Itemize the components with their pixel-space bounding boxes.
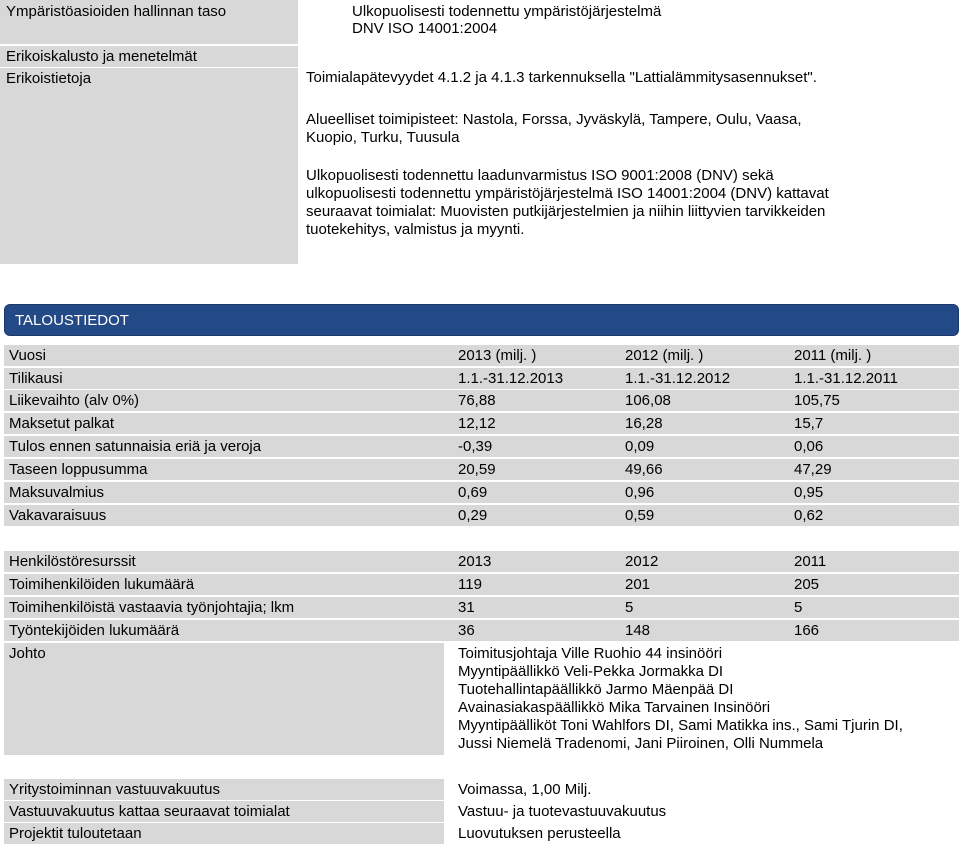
finance-row	[4, 436, 959, 457]
finance-cell: 15,7	[794, 415, 824, 432]
expertise-para-offices	[306, 111, 802, 147]
mgmt-list-item: Myyntipäällikkö Veli-Pekka Jormakka DI	[458, 663, 724, 680]
finance-cell: 0,95	[794, 484, 824, 501]
mgmt-label-cell	[4, 643, 444, 755]
finance-cell-label: Vakavaraisuus	[9, 507, 107, 524]
hr-cell: 2012	[625, 553, 659, 570]
finance-cell-label: Maksuvalmius	[9, 484, 105, 501]
finance-row	[4, 345, 959, 366]
finance-cell: 0,09	[625, 438, 655, 455]
finance-cell: 0,62	[794, 507, 824, 524]
expertise-label-1: Erikoiskalusto ja menetelmät	[6, 48, 197, 65]
expertise-label-2: Erikoistietoja	[6, 70, 92, 87]
finance-row	[4, 368, 959, 389]
finance-cell: 0,29	[458, 507, 488, 524]
finance-cell: 2011 (milj. )	[794, 347, 872, 364]
finance-row	[4, 390, 959, 411]
finance-cell: 2012 (milj. )	[625, 347, 704, 364]
mgmt-list	[458, 645, 903, 753]
finance-cell: 0,59	[625, 507, 655, 524]
hr-cell-label: Henkilöstöresurssit	[9, 553, 136, 570]
hr-cell: 2011	[794, 553, 827, 570]
finance-cell-label: Tulos ennen satunnaisia eriä ja veroja	[9, 438, 262, 455]
mgmt-list-item: Myyntipäälliköt Toni Wahlfors DI, Sami Matikka ins., Sami Tjurin DI,	[458, 717, 903, 734]
insurance-label: Yritystoiminnan vastuuvakuutus	[9, 781, 220, 798]
finance-cell-label: Tilikausi	[9, 370, 63, 387]
expertise-para-quality-line: ulkopuolisesti todennettu ympäristöjärjestelmä ISO 14001:2004 (DNV) kattavat	[306, 185, 829, 202]
hr-cell-label: Toimihenkilöiden lukumäärä	[9, 576, 195, 593]
hr-cell-label: Toimihenkilöistä vastaavia työnjohtajia; lkm	[9, 599, 295, 616]
finance-cell: 0,69	[458, 484, 488, 501]
finance-row	[4, 505, 959, 526]
finance-cell: 2013 (milj. )	[458, 347, 537, 364]
finance-cell: -0,39	[458, 438, 493, 455]
finance-cell: 0,06	[794, 438, 824, 455]
finance-cell: 0,96	[625, 484, 655, 501]
finance-row	[4, 413, 959, 434]
insurance-value: Voimassa, 1,00 Milj.	[458, 781, 592, 798]
hr-row	[4, 551, 959, 572]
mgmt-list-item: Toimitusjohtaja Ville Ruohio 44 insinööri	[458, 645, 723, 662]
finance-cell: 47,29	[794, 461, 832, 478]
expertise-para-quality-line: tuotekehitys, valmistus ja myynti.	[306, 221, 525, 238]
hr-cell: 31	[458, 599, 475, 616]
finance-cell: 1.1.-31.12.2013	[458, 370, 564, 387]
section-header-title: TALOUSTIEDOT	[15, 312, 129, 329]
finance-cell: 76,88	[458, 392, 496, 409]
finance-cell: 105,75	[794, 392, 840, 409]
finance-cell: 20,59	[458, 461, 496, 478]
hr-cell: 36	[458, 622, 475, 639]
insurance-value: Luovutuksen perusteella	[458, 825, 621, 842]
mgmt-list-item: Jussi Niemelä Tradenomi, Jani Piiroinen, Olli Nummela	[458, 735, 824, 752]
finance-cell-label: Taseen loppusumma	[9, 461, 148, 478]
hr-row	[4, 597, 959, 618]
hr-cell: 5	[625, 599, 634, 616]
finance-cell: 1.1.-31.12.2012	[625, 370, 731, 387]
finance-cell: 12,12	[458, 415, 496, 432]
hr-cell: 205	[794, 576, 820, 593]
insurance-label: Vastuuvakuutus kattaa seuraavat toimialat	[9, 803, 290, 820]
expertise-para-offices-line: Alueelliset toimipisteet: Nastola, Forssa, Jyväskylä, Tampere, Oulu, Vaasa,	[306, 111, 802, 128]
insurance-value: Vastuu- ja tuotevastuuvakuutus	[458, 803, 667, 820]
finance-cell: 1.1.-31.12.2011	[794, 370, 898, 387]
mgmt-list-item: Tuotehallintapäällikkö Jarmo Mäenpää DI	[458, 681, 734, 698]
finance-row	[4, 459, 959, 480]
expertise-label-cell-2	[0, 68, 298, 264]
env-label: Ympäristöasioiden hallinnan taso	[6, 3, 227, 20]
mgmt-label: Johto	[9, 645, 46, 662]
env-value-line2: DNV ISO 14001:2004	[352, 20, 498, 37]
expertise-para-quality	[306, 167, 829, 239]
hr-row	[4, 574, 959, 595]
expertise-para-quality-line: Ulkopuolisesti todennettu laadunvarmistus ISO 9001:2008 (DNV) sekä	[306, 167, 774, 184]
finance-cell-label: Maksetut palkat	[9, 415, 115, 432]
hr-cell: 166	[794, 622, 820, 639]
finance-cell-label: Liikevaihto (alv 0%)	[9, 392, 140, 409]
finance-cell: 49,66	[625, 461, 663, 478]
hr-cell: 119	[458, 576, 482, 593]
hr-row	[4, 620, 959, 641]
expertise-para-quality-line: seuraavat toimialat: Muovisten putkijärjestelmien ja niihin liittyvien tarvikkeiden	[306, 203, 826, 220]
hr-cell: 5	[794, 599, 803, 616]
expertise-line: Toimialapätevyydet 4.1.2 ja 4.1.3 tarkennuksella "Lattialämmitysasennukset".	[306, 69, 817, 86]
finance-row	[4, 482, 959, 503]
hr-cell: 2013	[458, 553, 492, 570]
hr-cell: 148	[625, 622, 651, 639]
section-header-bar	[4, 304, 959, 336]
hr-cell-label: Työntekijöiden lukumäärä	[9, 622, 180, 639]
finance-cell-label: Vuosi	[9, 347, 46, 364]
hr-cell: 201	[625, 576, 651, 593]
env-value-line1: Ulkopuolisesti todennettu ympäristöjärjestelmä	[352, 3, 662, 20]
expertise-para-offices-line: Kuopio, Turku, Tuusula	[306, 129, 460, 146]
insurance-label: Projektit tuloutetaan	[9, 825, 142, 842]
mgmt-list-item: Avainasiakaspäällikkö Mika Tarvainen Insinööri	[458, 699, 771, 716]
finance-cell: 106,08	[625, 392, 671, 409]
finance-cell: 16,28	[625, 415, 663, 432]
